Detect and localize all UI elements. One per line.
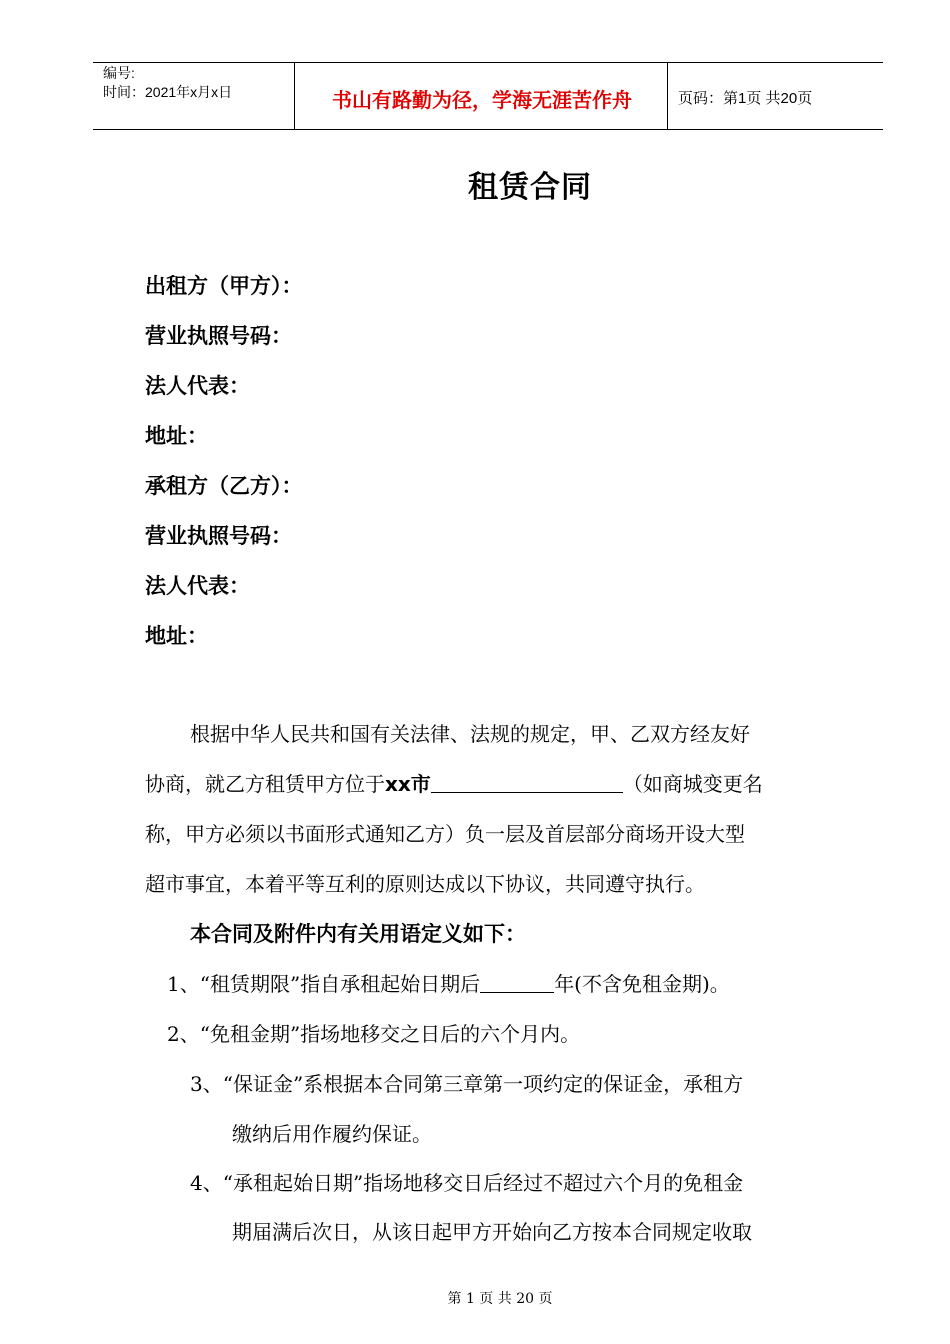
intro-line-4: 超市事宜，本着平等互利的原则达成以下协议，共同遵守执行。 [145, 872, 705, 896]
city-blank-line [431, 772, 623, 793]
party-field-lessor: 出租方（甲方）： [145, 274, 303, 298]
header-divider-left [294, 62, 295, 130]
intro-line-1: 根据中华人民共和国有关法律、法规的规定，甲、乙双方经友好 [190, 722, 750, 746]
definition-4-line-1: 4、“承租起始日期”指场地移交日后经过不超过六个月的免租金 [190, 1171, 744, 1195]
header-bottom-rule [93, 129, 883, 130]
party-field-lessee-address: 地址： [145, 624, 208, 648]
definition-4-line-2: 期届满后次日，从该日起甲方开始向乙方按本合同规定收取 [232, 1220, 752, 1244]
definition-1-suffix: 年(不含免租金期)。 [554, 972, 730, 996]
intro-line-3: 称，甲方必须以书面形式通知乙方）负一层及首层部分商场开设大型 [145, 822, 745, 846]
document-title: 租赁合同 [468, 170, 592, 205]
party-field-lessee: 承租方（乙方）： [145, 474, 303, 498]
party-field-lessor-license: 营业执照号码： [145, 324, 292, 348]
definitions-heading: 本合同及附件内有关用语定义如下： [190, 922, 526, 946]
header-meta [103, 64, 232, 102]
term-years-blank [480, 972, 554, 993]
definition-2: 2、“免租金期”指场地移交之日后的六个月内。 [167, 1022, 581, 1046]
intro-line-2 [145, 768, 763, 797]
party-field-lessor-address: 地址： [145, 424, 208, 448]
time-label: 时间：2021年x月x日 [103, 84, 233, 100]
definition-3-line-1: 3、“保证金”系根据本合同第三章第一项约定的保证金，承租方 [190, 1072, 744, 1096]
header-page-info: 页码：第1页 共20页 [678, 90, 813, 107]
party-field-lessee-license: 营业执照号码： [145, 524, 292, 548]
page-footer: 第 1 页 共 20 页 [447, 1291, 553, 1307]
serial-label: 编号: [103, 65, 135, 81]
intro-line-2-prefix: 协商，就乙方租赁甲方位于 [145, 772, 385, 796]
definition-1-prefix: 1、“租赁期限”指自承租起始日期后 [167, 972, 481, 996]
party-field-lessee-rep: 法人代表： [145, 574, 250, 598]
intro-city: xx市 [385, 772, 431, 796]
intro-line-2-suffix: （如商城变更名 [622, 772, 763, 796]
party-field-lessor-rep: 法人代表： [145, 374, 250, 398]
header-motto: 书山有路勤为径，学海无涯苦作舟 [332, 88, 632, 112]
definition-3-line-2: 缴纳后用作履约保证。 [232, 1122, 432, 1146]
definition-1 [167, 968, 730, 997]
header-top-rule [93, 62, 883, 63]
